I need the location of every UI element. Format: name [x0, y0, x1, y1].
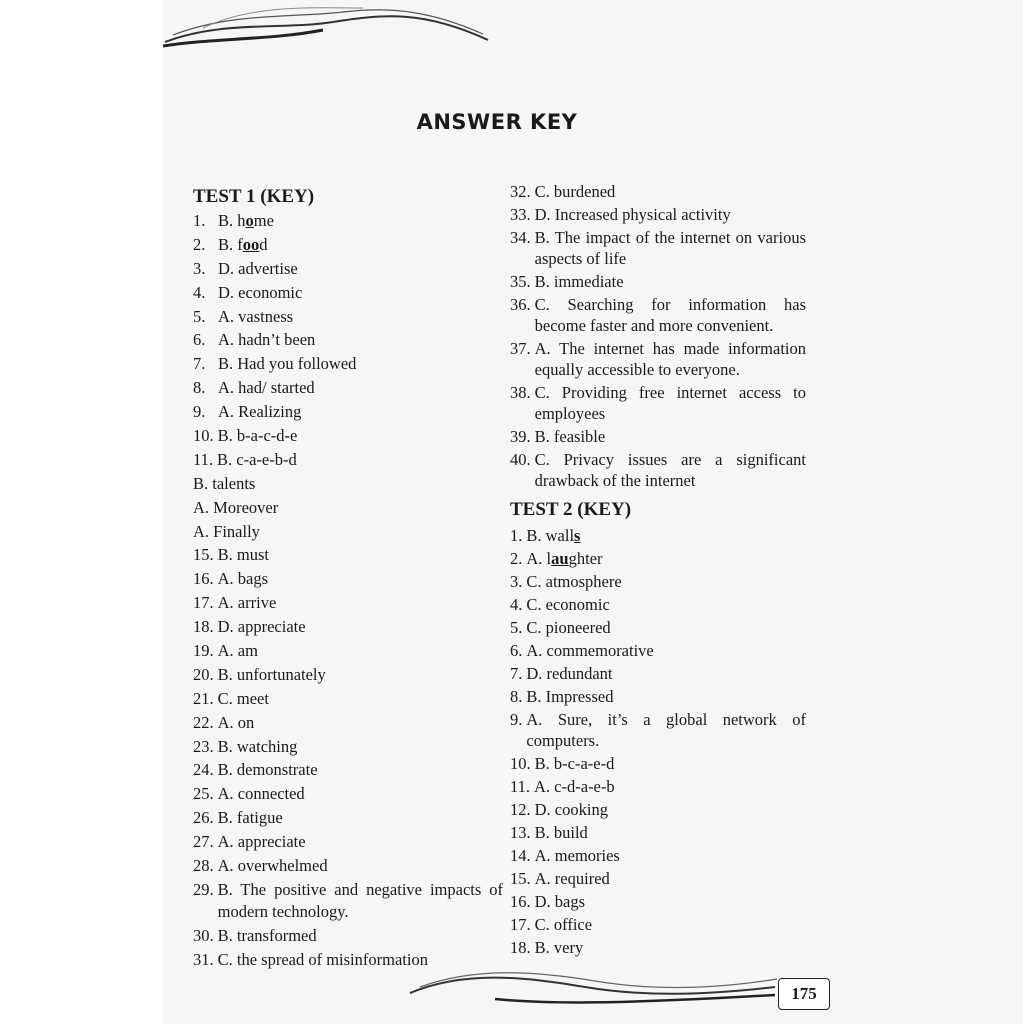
- answer-number: 11.: [193, 449, 214, 469]
- page-title: ANSWER KEY: [416, 110, 578, 134]
- answer-number: 7.: [510, 664, 523, 683]
- answer-number: 17.: [193, 593, 214, 613]
- answer-item: [193, 592, 503, 614]
- answer-text: [535, 204, 806, 225]
- answer-text: [218, 210, 503, 232]
- answer-text: [218, 306, 503, 328]
- answer-text: [218, 807, 503, 829]
- answer-item: [510, 937, 806, 958]
- underlined-sound: s: [574, 526, 581, 545]
- answer-text: [526, 663, 806, 684]
- answer-text-main: A. commemorative: [526, 641, 654, 660]
- answer-text-main: A. l: [526, 549, 552, 568]
- answer-text-main: B. talents: [193, 473, 256, 493]
- answer-text-main: B. unfortunately: [217, 664, 326, 684]
- answer-text: [535, 868, 806, 889]
- answer-text-main: C. burdened: [534, 182, 616, 201]
- answer-text: [218, 234, 503, 256]
- answer-text: [535, 845, 806, 866]
- answer-text-main: B. The positive and negative impacts of modern technology.: [217, 879, 503, 921]
- answer-item: [193, 879, 503, 923]
- answer-item: [193, 521, 503, 543]
- answer-number: 40.: [510, 450, 531, 469]
- answer-number: 15.: [193, 545, 214, 565]
- answer-number: 28.: [193, 856, 214, 876]
- answer-text-main: B. transformed: [217, 925, 317, 945]
- answer-text-main: C. Searching for information has become faster and more convenient.: [534, 295, 806, 335]
- answer-item: [193, 568, 503, 590]
- answer-text-main: A. connected: [217, 784, 305, 804]
- answer-text-main: B. watching: [217, 736, 298, 756]
- answer-text: [218, 736, 503, 758]
- answer-text: [218, 640, 503, 662]
- answer-text: [218, 949, 503, 971]
- answer-text: [526, 525, 806, 546]
- answer-number: 14.: [510, 846, 531, 865]
- answer-number: 3.: [510, 572, 523, 591]
- answer-text-main: A. vastness: [218, 306, 294, 326]
- answer-text-main: B. c-a-e-b-d: [217, 449, 297, 469]
- answer-text-main: B. h: [218, 211, 246, 230]
- answer-text: [526, 594, 806, 615]
- answer-number: 5.: [510, 618, 523, 637]
- answer-number: 21.: [193, 688, 214, 708]
- answer-number: 10.: [193, 426, 214, 446]
- test1-heading: TEST 1 (KEY): [193, 186, 315, 207]
- answer-item: [193, 210, 503, 232]
- answer-item: [193, 473, 503, 495]
- answer-number: 4.: [510, 595, 523, 614]
- answer-item: [510, 753, 806, 774]
- answer-text: [526, 640, 806, 661]
- answer-text-main: A. appreciate: [217, 832, 306, 852]
- answer-text: [218, 616, 503, 638]
- answer-text-rest: ghter: [568, 549, 603, 568]
- answer-item: [193, 807, 503, 829]
- answer-number: 36.: [510, 295, 531, 314]
- answer-text: [535, 294, 806, 336]
- answer-number: 15.: [510, 869, 531, 888]
- answer-item: [510, 426, 806, 447]
- answer-text: [535, 914, 806, 935]
- answer-number: 33.: [510, 205, 531, 224]
- answer-number: 25.: [193, 784, 214, 804]
- answer-text-main: A. am: [217, 641, 258, 661]
- answer-item: [510, 914, 806, 935]
- answer-item: [510, 548, 806, 569]
- answer-text: [535, 338, 806, 380]
- answer-text-main: D. Increased physical activity: [534, 205, 731, 224]
- answer-text: [218, 377, 503, 399]
- answer-number: 37.: [510, 339, 531, 358]
- answer-item: [193, 640, 503, 662]
- answer-number: 32.: [510, 182, 531, 201]
- answer-number: 8.: [193, 378, 206, 398]
- answer-text-main: A. Finally: [193, 521, 260, 541]
- answer-item: [193, 234, 503, 256]
- answer-number: 10.: [510, 754, 531, 773]
- answer-item: [193, 306, 503, 328]
- answer-text-main: D. redundant: [526, 664, 613, 683]
- answer-text-main: A. bags: [217, 569, 269, 589]
- answer-number: 17.: [510, 915, 531, 934]
- answer-item: [193, 783, 503, 805]
- underlined-sound: au: [551, 549, 569, 568]
- answer-text-main: C. Providing free internet access to employees: [534, 383, 806, 423]
- answer-number: 9.: [510, 710, 523, 729]
- answer-item: [193, 664, 503, 686]
- answer-text: [526, 571, 806, 592]
- answer-text-main: B. build: [534, 823, 588, 842]
- answer-item: [510, 525, 806, 546]
- answer-text-main: D. advertise: [218, 258, 298, 278]
- answer-number: 9.: [193, 402, 206, 422]
- answer-text-rest: me: [253, 211, 274, 230]
- answer-text-main: A. c-d-a-e-b: [534, 777, 615, 796]
- answer-item: [193, 949, 503, 971]
- answer-number: 34.: [510, 228, 531, 247]
- answer-item: [510, 338, 806, 380]
- answer-item: [510, 799, 806, 820]
- answer-text: [218, 282, 503, 304]
- answer-text-main: A. Realizing: [218, 402, 302, 422]
- answer-text: [526, 686, 806, 707]
- answer-text-main: A. Sure, it’s a global network of computers.: [526, 710, 806, 750]
- answer-text: [535, 891, 806, 912]
- answer-text: [218, 544, 503, 566]
- answer-item: [193, 712, 503, 734]
- answer-text-main: B. The impact of the internet on various aspects of life: [534, 228, 806, 268]
- answer-number: 30.: [193, 925, 214, 945]
- page-number: 175: [778, 978, 830, 1010]
- answer-text-main: A. Moreover: [193, 497, 279, 517]
- answer-text-main: D. appreciate: [217, 617, 306, 637]
- answer-text: [535, 937, 806, 958]
- right-column: [510, 181, 806, 960]
- answer-text-main: D. bags: [534, 892, 586, 911]
- answer-number: 4.: [193, 282, 206, 302]
- answer-text-main: A. hadn’t been: [218, 330, 316, 350]
- answer-item: [193, 925, 503, 947]
- answer-text: [535, 382, 806, 424]
- answer-number: 29.: [193, 879, 214, 899]
- answer-text-main: D. cooking: [534, 800, 608, 819]
- answer-text-main: B. must: [217, 545, 269, 565]
- answer-text: [193, 497, 503, 519]
- underlined-sound: oo: [242, 234, 260, 254]
- answer-item: [193, 688, 503, 710]
- answer-item: [510, 227, 806, 269]
- answer-item: [193, 855, 503, 877]
- answer-text-main: A. overwhelmed: [217, 856, 328, 876]
- answer-item: [193, 759, 503, 781]
- answer-number: 6.: [193, 330, 206, 350]
- answer-text: [535, 449, 806, 491]
- answer-item: [510, 686, 806, 707]
- answer-text: [217, 449, 503, 471]
- answer-text-main: C. economic: [526, 595, 610, 614]
- answer-item: [193, 353, 503, 375]
- answer-text: [535, 799, 806, 820]
- answer-item: [193, 544, 503, 566]
- answer-text-main: B. Had you followed: [218, 354, 357, 374]
- answer-text: [218, 329, 503, 351]
- answer-text: [535, 822, 806, 843]
- answer-text-main: C. meet: [217, 688, 269, 708]
- answer-text-main: A. arrive: [217, 593, 277, 613]
- answer-item: [510, 449, 806, 491]
- answer-text-main: C. office: [534, 915, 593, 934]
- answer-number: 5.: [193, 306, 206, 326]
- answer-number: 39.: [510, 427, 531, 446]
- answer-text-main: B. immediate: [534, 272, 624, 291]
- answer-item: [510, 204, 806, 225]
- answer-text: [218, 855, 503, 877]
- answer-text: [218, 258, 503, 280]
- answer-text-main: B. wall: [526, 526, 575, 545]
- answer-number: 1.: [510, 526, 523, 545]
- answer-text-main: D. economic: [218, 282, 303, 302]
- answer-number: 38.: [510, 383, 531, 402]
- answer-item: [510, 594, 806, 615]
- answer-number: 24.: [193, 760, 214, 780]
- answer-text: [193, 473, 503, 495]
- answer-text: [218, 879, 503, 923]
- answer-text: [535, 181, 806, 202]
- answer-number: 16.: [193, 569, 214, 589]
- answer-item: [193, 329, 503, 351]
- answer-item: [510, 776, 806, 797]
- answer-text: [534, 776, 806, 797]
- answer-item: [510, 709, 806, 751]
- test2-heading: TEST 2 (KEY): [510, 499, 632, 520]
- answer-number: 18.: [510, 938, 531, 957]
- answer-text: [535, 426, 806, 447]
- answer-text-main: A. required: [534, 869, 610, 888]
- answer-number: 18.: [193, 617, 214, 637]
- top-swirl-ornament: [163, 0, 503, 55]
- answer-text-main: B. feasible: [534, 427, 606, 446]
- answer-text-main: B. b-a-c-d-e: [217, 426, 298, 446]
- answer-number: 27.: [193, 832, 214, 852]
- answer-item: [193, 377, 503, 399]
- answer-item: [510, 382, 806, 424]
- answer-number: 26.: [193, 808, 214, 828]
- answer-number: 11.: [510, 777, 531, 796]
- answer-item: [193, 401, 503, 423]
- answer-text-main: A. memories: [534, 846, 620, 865]
- left-column: [193, 184, 503, 973]
- answer-text: [535, 227, 806, 269]
- answer-text: [218, 353, 503, 375]
- answer-item: [510, 822, 806, 843]
- answer-text: [218, 925, 503, 947]
- answer-item: [193, 449, 503, 471]
- answer-text-main: B. b-c-a-e-d: [534, 754, 615, 773]
- answer-number: 7.: [193, 354, 206, 374]
- answer-number: 31.: [193, 949, 214, 969]
- answer-text: [526, 548, 806, 569]
- answer-text-main: B. very: [534, 938, 584, 957]
- answer-item: [510, 640, 806, 661]
- answer-text-main: B. demonstrate: [217, 760, 318, 780]
- answer-text: [218, 592, 503, 614]
- answer-number: 2.: [510, 549, 523, 568]
- answer-item: [193, 258, 503, 280]
- answer-item: [193, 831, 503, 853]
- answer-item: [510, 181, 806, 202]
- answer-text: [218, 425, 503, 447]
- answer-number: 13.: [510, 823, 531, 842]
- answer-number: 19.: [193, 641, 214, 661]
- underlined-sound: o: [245, 211, 254, 230]
- answer-item: [193, 736, 503, 758]
- answer-text-main: B. f: [218, 234, 243, 254]
- answer-number: 3.: [193, 258, 206, 278]
- answer-text: [535, 271, 806, 292]
- answer-text: [526, 709, 806, 751]
- answer-text-main: B. fatigue: [217, 808, 283, 828]
- answer-text-main: C. pioneered: [526, 618, 611, 637]
- answer-text: [526, 617, 806, 638]
- answer-text-rest: d: [259, 234, 268, 254]
- answer-number: 22.: [193, 712, 214, 732]
- answer-item: [510, 663, 806, 684]
- answer-item: [510, 294, 806, 336]
- answer-text: [535, 753, 806, 774]
- answer-number: 12.: [510, 800, 531, 819]
- answer-text-main: C. atmosphere: [526, 572, 622, 591]
- answer-item: [193, 497, 503, 519]
- answer-number: 23.: [193, 736, 214, 756]
- answer-item: [510, 617, 806, 638]
- answer-text: [218, 688, 503, 710]
- answer-item: [510, 868, 806, 889]
- answer-text: [193, 521, 503, 543]
- answer-text-main: A. on: [217, 712, 255, 732]
- answer-number: 8.: [510, 687, 523, 706]
- answer-text: [218, 831, 503, 853]
- answer-item: [193, 425, 503, 447]
- answer-number: 35.: [510, 272, 531, 291]
- answer-text-main: A. The internet has made information equally accessible to everyone.: [534, 339, 806, 379]
- answer-item: [510, 845, 806, 866]
- answer-item: [193, 616, 503, 638]
- answer-number: 16.: [510, 892, 531, 911]
- answer-text: [218, 712, 503, 734]
- answer-text: [218, 568, 503, 590]
- answer-text-main: C. Privacy issues are a significant drawback of the internet: [534, 450, 806, 490]
- answer-text: [218, 783, 503, 805]
- answer-text: [218, 664, 503, 686]
- answer-item: [193, 282, 503, 304]
- answer-number: 1.: [193, 211, 206, 230]
- answer-number: 20.: [193, 664, 214, 684]
- answer-item: [510, 571, 806, 592]
- answer-text: [218, 759, 503, 781]
- answer-text-main: A. had/ started: [218, 378, 315, 398]
- answer-text-main: B. Impressed: [526, 687, 614, 706]
- answer-text-main: C. the spread of misinformation: [217, 949, 428, 969]
- answer-item: [510, 271, 806, 292]
- answer-text: [218, 401, 503, 423]
- answer-item: [510, 891, 806, 912]
- answer-number: 2.: [193, 234, 206, 254]
- answer-number: 6.: [510, 641, 523, 660]
